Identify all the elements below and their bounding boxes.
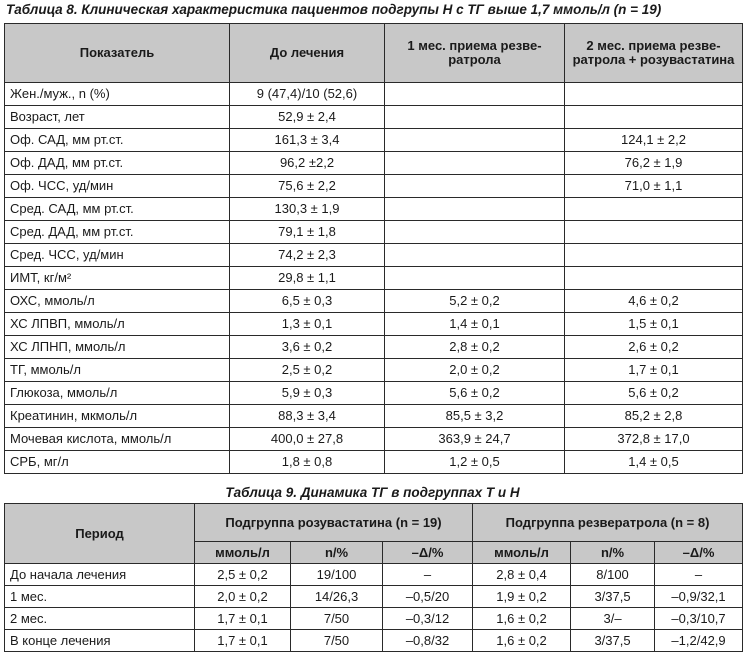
table-row xyxy=(5,451,743,474)
table-cell: 14/26,3 xyxy=(291,586,383,608)
table-row xyxy=(5,83,743,106)
row-label: Возраст, лет xyxy=(5,106,230,129)
table-cell xyxy=(385,175,565,198)
table-cell: 2,5 ± 0,2 xyxy=(230,359,385,382)
table-row xyxy=(5,129,743,152)
table-cell: 1,7 ± 0,1 xyxy=(195,630,291,652)
table-cell: –0,9/32,1 xyxy=(655,586,743,608)
row-label: Сред. ЧСС, уд/мин xyxy=(5,244,230,267)
subheader-n-percent: n/% xyxy=(571,542,655,564)
table-cell xyxy=(385,152,565,175)
table-row xyxy=(5,175,743,198)
table-cell xyxy=(565,221,743,244)
table-cell: 2,0 ± 0,2 xyxy=(195,586,291,608)
row-label: ТГ, ммоль/л xyxy=(5,359,230,382)
table-cell: 1,8 ± 0,8 xyxy=(230,451,385,474)
row-label: Сред. ДАД, мм рт.ст. xyxy=(5,221,230,244)
table-row xyxy=(5,608,743,630)
table-cell: 5,2 ± 0,2 xyxy=(385,290,565,313)
table-cell: 372,8 ± 17,0 xyxy=(565,428,743,451)
table-cell: 1,9 ± 0,2 xyxy=(473,586,571,608)
table-row xyxy=(5,382,743,405)
row-label: ИМТ, кг/м² xyxy=(5,267,230,290)
table-cell: 76,2 ± 1,9 xyxy=(565,152,743,175)
table-row xyxy=(5,359,743,382)
table-cell xyxy=(385,83,565,106)
table-cell: 2,0 ± 0,2 xyxy=(385,359,565,382)
table-cell: 6,5 ± 0,3 xyxy=(230,290,385,313)
table-cell: –1,2/42,9 xyxy=(655,630,743,652)
table-cell xyxy=(565,267,743,290)
row-label: Оф. ДАД, мм рт.ст. xyxy=(5,152,230,175)
row-label: Креатинин, мкмоль/л xyxy=(5,405,230,428)
table-cell: 3/37,5 xyxy=(571,586,655,608)
row-label: ХС ЛПВП, ммоль/л xyxy=(5,313,230,336)
header-before-treatment: До лечения xyxy=(230,24,385,83)
table-row xyxy=(5,405,743,428)
table-cell: 400,0 ± 27,8 xyxy=(230,428,385,451)
table-cell: 7/50 xyxy=(291,630,383,652)
table-row xyxy=(5,244,743,267)
subheader-mmol: ммоль/л xyxy=(473,542,571,564)
table-cell: 8/100 xyxy=(571,564,655,586)
row-label: Мочевая кислота, ммоль/л xyxy=(5,428,230,451)
table-row xyxy=(5,198,743,221)
table-row xyxy=(5,564,743,586)
table-cell xyxy=(385,198,565,221)
table-cell: 88,3 ± 3,4 xyxy=(230,405,385,428)
row-label: Оф. САД, мм рт.ст. xyxy=(5,129,230,152)
table-row xyxy=(5,428,743,451)
table-cell: – xyxy=(655,564,743,586)
table-header-row xyxy=(5,24,743,83)
table-cell: 19/100 xyxy=(291,564,383,586)
table-cell: –0,8/32 xyxy=(383,630,473,652)
table-cell: 3/– xyxy=(571,608,655,630)
subheader-delta-percent: –Δ/% xyxy=(383,542,473,564)
table-cell: 52,9 ± 2,4 xyxy=(230,106,385,129)
table-cell xyxy=(385,244,565,267)
row-label: 2 мес. xyxy=(5,608,195,630)
subheader-delta-percent: –Δ/% xyxy=(655,542,743,564)
table-cell: 79,1 ± 1,8 xyxy=(230,221,385,244)
table-cell xyxy=(565,244,743,267)
table-cell: 7/50 xyxy=(291,608,383,630)
table-header-row xyxy=(5,504,743,542)
table-row xyxy=(5,267,743,290)
table-cell: 75,6 ± 2,2 xyxy=(230,175,385,198)
table-cell: 2,6 ± 0,2 xyxy=(565,336,743,359)
table-cell: 161,3 ± 3,4 xyxy=(230,129,385,152)
table-cell: 85,5 ± 3,2 xyxy=(385,405,565,428)
table-cell: 2,5 ± 0,2 xyxy=(195,564,291,586)
table-cell xyxy=(385,221,565,244)
table-cell: 130,3 ± 1,9 xyxy=(230,198,385,221)
table-cell: 4,6 ± 0,2 xyxy=(565,290,743,313)
row-label: Жен./муж., n (%) xyxy=(5,83,230,106)
subheader-n-percent: n/% xyxy=(291,542,383,564)
table-cell: 1,7 ± 0,1 xyxy=(565,359,743,382)
table-cell: 1,6 ± 0,2 xyxy=(473,608,571,630)
table-cell: 5,6 ± 0,2 xyxy=(565,382,743,405)
table-cell: 124,1 ± 2,2 xyxy=(565,129,743,152)
table-cell: 29,8 ± 1,1 xyxy=(230,267,385,290)
table-row xyxy=(5,106,743,129)
header-2-month-resveratrol-rosuvastatin: 2 мес. приема резвератрола + розувастатина xyxy=(565,24,743,83)
table-row xyxy=(5,221,743,244)
row-label: ХС ЛПНП, ммоль/л xyxy=(5,336,230,359)
table-cell xyxy=(565,198,743,221)
row-label: Оф. ЧСС, уд/мин xyxy=(5,175,230,198)
table-cell: 1,7 ± 0,1 xyxy=(195,608,291,630)
table-cell: 363,9 ± 24,7 xyxy=(385,428,565,451)
table-cell: 71,0 ± 1,1 xyxy=(565,175,743,198)
table-cell: 2,8 ± 0,4 xyxy=(473,564,571,586)
row-label: Сред. САД, мм рт.ст. xyxy=(5,198,230,221)
row-label: ОХС, ммоль/л xyxy=(5,290,230,313)
table-cell xyxy=(385,106,565,129)
table-cell: 5,9 ± 0,3 xyxy=(230,382,385,405)
table-cell: 5,6 ± 0,2 xyxy=(385,382,565,405)
table-row xyxy=(5,630,743,652)
table-cell xyxy=(385,129,565,152)
table-9-caption: Таблица 9. Динамика ТГ в подгруппах Т и Н xyxy=(225,485,520,500)
table-row xyxy=(5,336,743,359)
table-row xyxy=(5,313,743,336)
header-indicator: Показатель xyxy=(5,24,230,83)
table-cell: 1,2 ± 0,5 xyxy=(385,451,565,474)
header-rosuvastatin-group: Подгруппа розувастатина (n = 19) xyxy=(195,504,473,542)
row-label: Глюкоза, ммоль/л xyxy=(5,382,230,405)
table-cell: 1,5 ± 0,1 xyxy=(565,313,743,336)
table-cell: 3/37,5 xyxy=(571,630,655,652)
row-label: В конце лечения xyxy=(5,630,195,652)
table-cell xyxy=(385,267,565,290)
tg-dynamics-table xyxy=(4,503,743,652)
clinical-characteristics-table xyxy=(4,23,743,474)
table-cell xyxy=(565,106,743,129)
table-row xyxy=(5,290,743,313)
table-cell: 9 (47,4)/10 (52,6) xyxy=(230,83,385,106)
table-cell: 74,2 ± 2,3 xyxy=(230,244,385,267)
row-label: 1 мес. xyxy=(5,586,195,608)
header-period: Период xyxy=(5,504,195,564)
table-cell: 96,2 ±2,2 xyxy=(230,152,385,175)
table-cell: 3,6 ± 0,2 xyxy=(230,336,385,359)
table-row xyxy=(5,586,743,608)
table-cell: 2,8 ± 0,2 xyxy=(385,336,565,359)
table-cell: 1,4 ± 0,1 xyxy=(385,313,565,336)
table-cell: –0,3/12 xyxy=(383,608,473,630)
table-cell: 85,2 ± 2,8 xyxy=(565,405,743,428)
table-cell xyxy=(565,83,743,106)
header-resveratrol-group: Подгруппа резвератрола (n = 8) xyxy=(473,504,743,542)
table-row xyxy=(5,152,743,175)
row-label: До начала лечения xyxy=(5,564,195,586)
subheader-mmol: ммоль/л xyxy=(195,542,291,564)
table-8-caption: Таблица 8. Клиническая характеристика пациентов подгрупы Н с ТГ выше 1,7 ммоль/л (n = 19) xyxy=(6,2,662,17)
table-cell: –0,3/10,7 xyxy=(655,608,743,630)
table-cell: 1,4 ± 0,5 xyxy=(565,451,743,474)
table-cell: 1,6 ± 0,2 xyxy=(473,630,571,652)
table-cell: – xyxy=(383,564,473,586)
table-cell: 1,3 ± 0,1 xyxy=(230,313,385,336)
header-1-month-resveratrol: 1 мес. приема резвератрола xyxy=(385,24,565,83)
row-label: СРБ, мг/л xyxy=(5,451,230,474)
table-cell: –0,5/20 xyxy=(383,586,473,608)
